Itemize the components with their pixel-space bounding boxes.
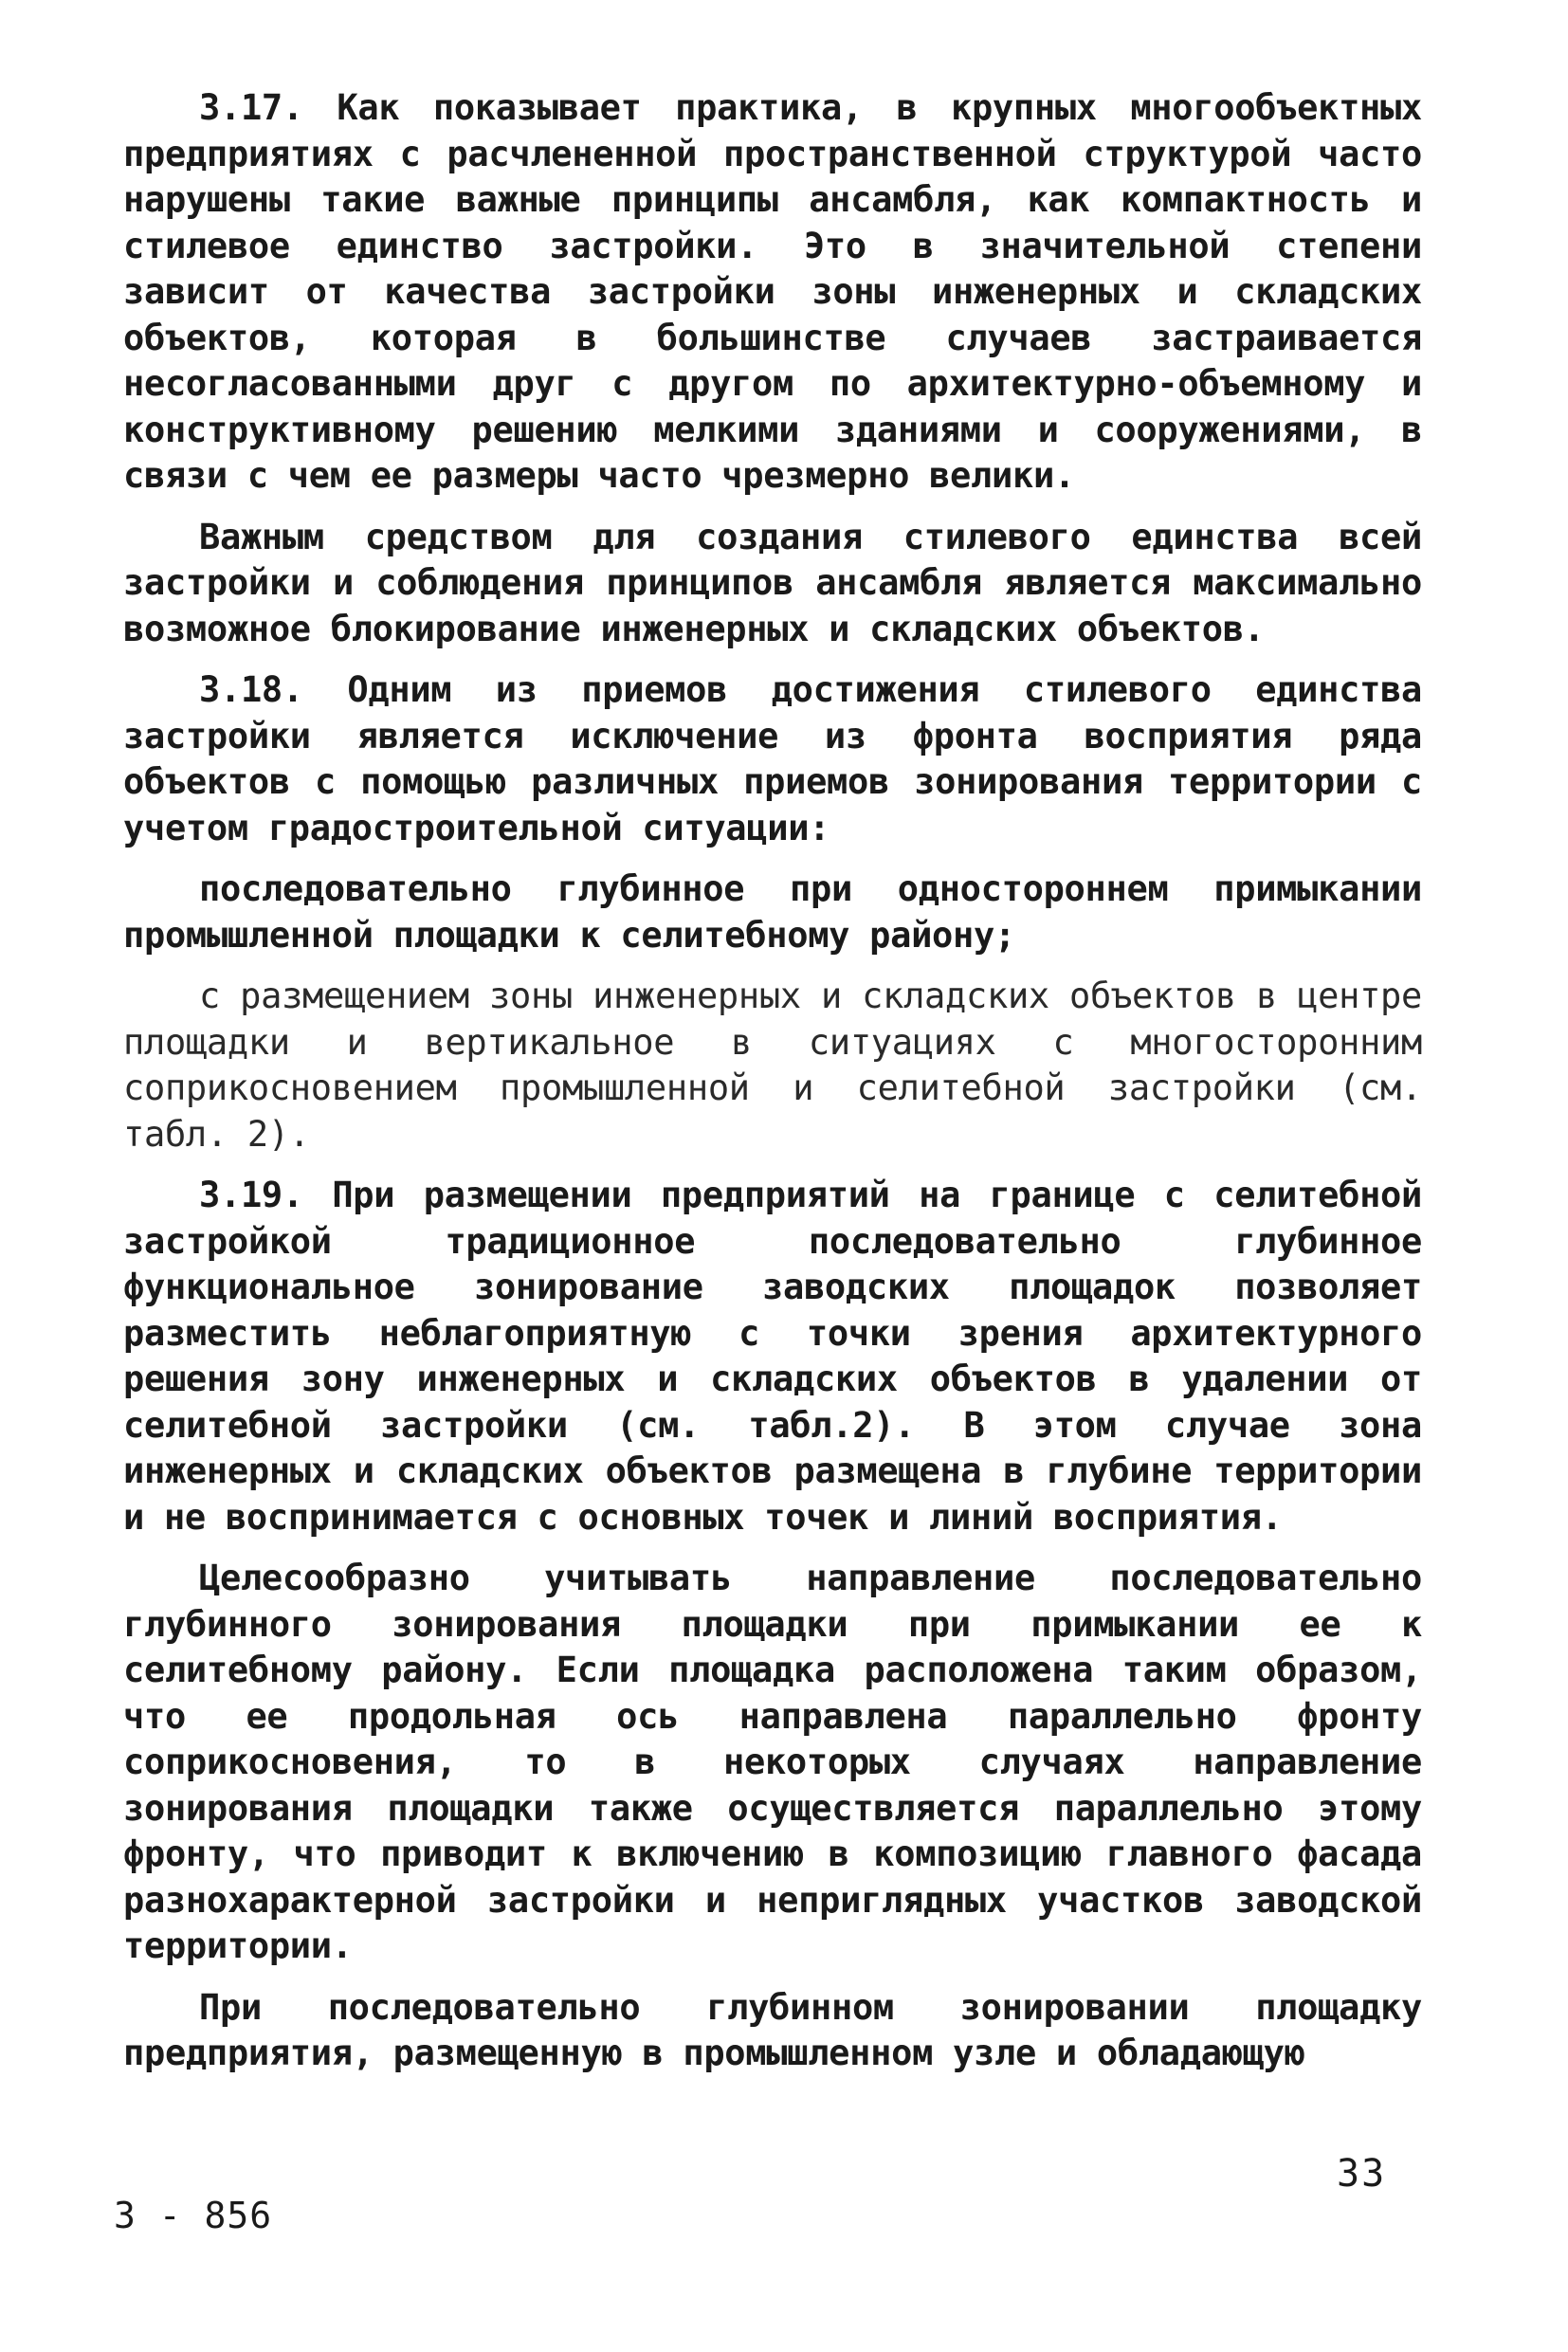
paragraph-blocking: Важным средством для создания стилевого единства всей застройки и соблюдения принципов ансамбля является максимально возможное блокирование инженерных и складских объектов. [123,516,1422,649]
paragraph-zoning-direction: Целесообразно учитывать направление последовательно глубинного зонирования площадки при примыкании ее к селитебному району. Если площадка расположена таким образом, что ее продольная ось направлена параллельно фронту соприкосновения, то в некоторых случаях направление зонирования площадки также осуществляется параллельно этому фронту, что приводит к включению в композицию главного фасада разнохарактерной застройки и неприглядных участков заводской территории. [123,1558,1422,1966]
paragraph-3-18: 3.18. Одним из приемов достижения стилевого единства застройки является исключение из фронта восприятия ряда объектов с помощью различных приемов зонирования территории с учетом градостроительной ситуации: [123,669,1422,848]
paragraph-3-19: 3.19. При размещении предприятий на границе с селитебной застройкой традиционное последовательно глубинное функциональное зонирование заводских площадок позволяет разместить неблагоприятную с точки зрения архитектурного решения зону инженерных и складских объектов в удалении от селитебной застройки (см. табл.2). В этом случае зона инженерных и складских объектов размещена в глубине территории и не воспринимается с основных точек и линий восприятия. [123,1175,1422,1538]
paragraph-deep-zoning: последовательно глубинное при одностороннем примыкании промышленной площадки к селитебному району; [123,868,1422,956]
signature-mark: 3 - 856 [114,2195,273,2236]
paragraph-final: При последовательно глубинном зонировании площадку предприятия, размещенную в промышленном узле и обладающую [123,1986,1422,2073]
page-number: 33 [1337,2152,1387,2196]
paragraph-central-zoning: с размещением зоны инженерных и складских объектов в центре площадки и вертикальное в ситуациях с многосторонним соприкосновением промышленной и селитебной застройки (см. табл. 2). [123,975,1422,1155]
paragraph-3-17: 3.17. Как показывает практика, в крупных многообъектных предприятиях с расчлененной пространственной структурой часто нарушены такие важные принципы ансамбля, как компактность и стилевое единство застройки. Это в значительной степени зависит от качества застройки зоны инженерных и складских объектов, которая в большинстве случаев застраивается несогласованными друг с другом по архитектурно-объемному и конструктивному решению мелкими зданиями и сооружениями, в связи с чем ее размеры часто чрезмерно велики. [123,87,1422,496]
page-body [123,85,1422,2092]
